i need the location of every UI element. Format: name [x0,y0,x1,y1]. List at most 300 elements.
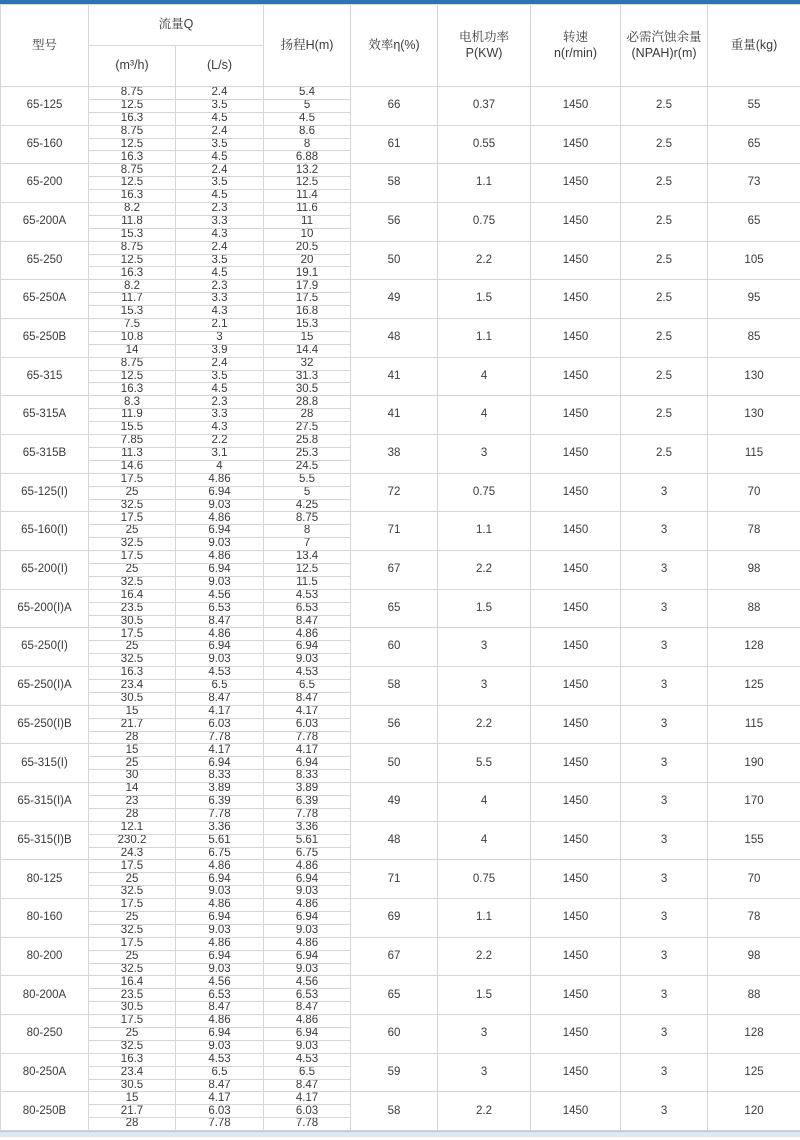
flow-ls-cell: 9.03 [176,886,264,899]
flow-ls-cell: 7.78 [176,731,264,744]
flow-ls-cell: 9.03 [176,499,264,512]
flow-ls-cell: 5.61 [176,834,264,847]
weight-cell: 65 [708,125,800,164]
flow-ls-cell: 6.75 [176,847,264,860]
flow-m3h-cell: 32.5 [89,924,176,937]
model-cell: 80-200A [1,976,89,1015]
npsh-cell: 3 [621,628,708,667]
efficiency-cell: 41 [351,357,438,396]
head-cell: 25.3 [264,447,351,460]
pump-spec-table [0,4,800,1131]
power-cell: 1.5 [438,976,531,1015]
speed-cell: 1450 [531,899,621,938]
header-speed-line1: 转速 [563,29,589,44]
npsh-cell: 3 [621,1015,708,1054]
flow-m3h-cell: 8.3 [89,396,176,409]
head-cell: 6.94 [264,950,351,963]
head-cell: 25.8 [264,435,351,448]
head-cell: 8 [264,525,351,538]
head-cell: 5.4 [264,87,351,100]
head-cell: 9.03 [264,886,351,899]
head-cell: 6.94 [264,1028,351,1041]
weight-cell: 120 [708,1092,800,1131]
header-head: 扬程H(m) [264,5,351,87]
head-cell: 12.5 [264,563,351,576]
speed-cell: 1450 [531,667,621,706]
flow-ls-cell: 6.5 [176,679,264,692]
flow-m3h-cell: 32.5 [89,886,176,899]
head-cell: 5.5 [264,473,351,486]
header-speed [531,5,621,87]
head-cell: 4.56 [264,976,351,989]
flow-ls-cell: 4.3 [176,422,264,435]
head-cell: 6.94 [264,641,351,654]
head-cell: 11 [264,215,351,228]
head-cell: 11.4 [264,190,351,203]
speed-cell: 1450 [531,512,621,551]
flow-m3h-cell: 23.5 [89,602,176,615]
flow-m3h-cell: 15 [89,1092,176,1105]
power-cell: 1.1 [438,512,531,551]
weight-cell: 130 [708,357,800,396]
model-cell: 65-250A [1,280,89,319]
flow-ls-cell: 4.3 [176,306,264,319]
flow-m3h-cell: 32.5 [89,1040,176,1053]
model-cell: 65-315A [1,396,89,435]
head-cell: 8.47 [264,1002,351,1015]
efficiency-cell: 38 [351,435,438,474]
head-cell: 4.17 [264,744,351,757]
header-npsh-line1: 必需汽蚀余量 [626,29,702,44]
flow-m3h-cell: 11.3 [89,447,176,460]
flow-ls-cell: 7.78 [176,1118,264,1131]
table-row [1,396,800,409]
weight-cell: 155 [708,821,800,860]
flow-ls-cell: 3 [176,331,264,344]
npsh-cell: 2.5 [621,435,708,474]
table-row [1,783,800,796]
efficiency-cell: 56 [351,203,438,242]
speed-cell: 1450 [531,241,621,280]
power-cell: 0.75 [438,473,531,512]
flow-m3h-cell: 17.5 [89,628,176,641]
head-cell: 8.47 [264,615,351,628]
weight-cell: 98 [708,937,800,976]
flow-ls-cell: 2.1 [176,319,264,332]
head-cell: 4.86 [264,628,351,641]
table-row-group [1,821,800,860]
speed-cell: 1450 [531,705,621,744]
flow-ls-cell: 8.47 [176,1079,264,1092]
flow-m3h-cell: 24.3 [89,847,176,860]
flow-m3h-cell: 25 [89,525,176,538]
head-cell: 7.78 [264,731,351,744]
efficiency-cell: 67 [351,937,438,976]
flow-m3h-cell: 28 [89,1118,176,1131]
model-cell: 65-250(I)A [1,667,89,706]
flow-ls-cell: 4.56 [176,976,264,989]
power-cell: 0.75 [438,860,531,899]
flow-ls-cell: 6.94 [176,1028,264,1041]
head-cell: 14.4 [264,344,351,357]
power-cell: 1.1 [438,899,531,938]
table-row [1,319,800,332]
flow-m3h-cell: 30.5 [89,615,176,628]
flow-ls-cell: 3.5 [176,99,264,112]
flow-m3h-cell: 230.2 [89,834,176,847]
flow-m3h-cell: 25 [89,486,176,499]
flow-m3h-cell: 14 [89,783,176,796]
power-cell: 1.5 [438,589,531,628]
model-cell: 80-160 [1,899,89,938]
flow-m3h-cell: 11.8 [89,215,176,228]
flow-ls-cell: 6.94 [176,641,264,654]
head-cell: 8.33 [264,770,351,783]
model-cell: 65-125(I) [1,473,89,512]
npsh-cell: 3 [621,551,708,590]
efficiency-cell: 61 [351,125,438,164]
efficiency-cell: 60 [351,1015,438,1054]
speed-cell: 1450 [531,1015,621,1054]
flow-m3h-cell: 23.4 [89,679,176,692]
flow-ls-cell: 4.3 [176,228,264,241]
flow-m3h-cell: 32.5 [89,576,176,589]
head-cell: 4.5 [264,112,351,125]
flow-ls-cell: 4.5 [176,383,264,396]
flow-m3h-cell: 30.5 [89,1002,176,1015]
head-cell: 7.78 [264,1118,351,1131]
efficiency-cell: 72 [351,473,438,512]
flow-ls-cell: 4.17 [176,744,264,757]
flow-m3h-cell: 15.3 [89,306,176,319]
table-row [1,937,800,950]
npsh-cell: 2.5 [621,241,708,280]
head-cell: 6.88 [264,151,351,164]
npsh-cell: 3 [621,899,708,938]
flow-m3h-cell: 25 [89,1028,176,1041]
head-cell: 4.86 [264,899,351,912]
weight-cell: 98 [708,551,800,590]
npsh-cell: 3 [621,473,708,512]
weight-cell: 130 [708,396,800,435]
power-cell: 2.2 [438,1092,531,1131]
flow-ls-cell: 6.39 [176,795,264,808]
head-cell: 6.5 [264,1066,351,1079]
table-row [1,357,800,370]
head-cell: 31.3 [264,370,351,383]
head-cell: 5 [264,486,351,499]
table-row-group [1,357,800,396]
flow-m3h-cell: 25 [89,912,176,925]
header-power-line2: P(KW) [465,45,503,60]
table-row-group [1,473,800,512]
speed-cell: 1450 [531,203,621,242]
header-power-line1: 电机功率 [459,29,510,44]
power-cell: 3 [438,435,531,474]
power-cell: 3 [438,1053,531,1092]
flow-m3h-cell: 25 [89,757,176,770]
head-cell: 6.94 [264,912,351,925]
table-row-group [1,976,800,1015]
speed-cell: 1450 [531,783,621,822]
flow-m3h-cell: 25 [89,641,176,654]
table-row-group [1,512,800,551]
header-model: 型号 [1,5,89,87]
npsh-cell: 3 [621,860,708,899]
flow-m3h-cell: 12.5 [89,99,176,112]
flow-ls-cell: 4.17 [176,705,264,718]
power-cell: 4 [438,396,531,435]
flow-m3h-cell: 8.2 [89,203,176,216]
model-cell: 80-200 [1,937,89,976]
flow-ls-cell: 3.5 [176,254,264,267]
head-cell: 6.03 [264,1105,351,1118]
bottom-bar [0,1131,800,1137]
efficiency-cell: 69 [351,899,438,938]
flow-m3h-cell: 17.5 [89,899,176,912]
flow-m3h-cell: 30.5 [89,692,176,705]
flow-m3h-cell: 14.6 [89,460,176,473]
flow-m3h-cell: 7.5 [89,319,176,332]
power-cell: 1.5 [438,280,531,319]
table-row-group [1,203,800,242]
flow-m3h-cell: 8.2 [89,280,176,293]
head-cell: 7.78 [264,808,351,821]
header-flow-m3h: (m³/h) [89,46,176,87]
speed-cell: 1450 [531,87,621,126]
head-cell: 6.75 [264,847,351,860]
table-row [1,744,800,757]
flow-ls-cell: 4.86 [176,628,264,641]
model-cell: 65-315(I)A [1,783,89,822]
efficiency-cell: 50 [351,744,438,783]
flow-ls-cell: 2.3 [176,396,264,409]
speed-cell: 1450 [531,551,621,590]
flow-m3h-cell: 12.5 [89,177,176,190]
weight-cell: 70 [708,473,800,512]
flow-m3h-cell: 12.5 [89,254,176,267]
table-row-group [1,589,800,628]
flow-m3h-cell: 17.5 [89,1015,176,1028]
model-cell: 65-200(I) [1,551,89,590]
power-cell: 1.1 [438,319,531,358]
npsh-cell: 3 [621,744,708,783]
weight-cell: 170 [708,783,800,822]
speed-cell: 1450 [531,937,621,976]
speed-cell: 1450 [531,396,621,435]
table-row [1,551,800,564]
flow-m3h-cell: 17.5 [89,473,176,486]
table-row [1,628,800,641]
table-row-group [1,667,800,706]
weight-cell: 70 [708,860,800,899]
npsh-cell: 3 [621,589,708,628]
npsh-cell: 3 [621,783,708,822]
head-cell: 7 [264,538,351,551]
flow-m3h-cell: 8.75 [89,87,176,100]
head-cell: 4.86 [264,1015,351,1028]
weight-cell: 78 [708,512,800,551]
npsh-cell: 2.5 [621,164,708,203]
table-row [1,705,800,718]
power-cell: 3 [438,667,531,706]
flow-m3h-cell: 32.5 [89,499,176,512]
flow-ls-cell: 3.3 [176,293,264,306]
power-cell: 2.2 [438,241,531,280]
table-row [1,203,800,216]
head-cell: 28 [264,409,351,422]
head-cell: 24.5 [264,460,351,473]
head-cell: 15.3 [264,319,351,332]
flow-ls-cell: 6.94 [176,912,264,925]
header-flow: 流量Q [89,5,264,46]
efficiency-cell: 66 [351,87,438,126]
table-row-group [1,1015,800,1054]
head-cell: 3.89 [264,783,351,796]
power-cell: 0.37 [438,87,531,126]
weight-cell: 190 [708,744,800,783]
power-cell: 4 [438,357,531,396]
head-cell: 10 [264,228,351,241]
table-row [1,473,800,486]
model-cell: 80-250 [1,1015,89,1054]
flow-ls-cell: 2.4 [176,164,264,177]
weight-cell: 128 [708,1015,800,1054]
flow-m3h-cell: 15.5 [89,422,176,435]
flow-ls-cell: 3.89 [176,783,264,796]
flow-ls-cell: 6.94 [176,486,264,499]
head-cell: 12.5 [264,177,351,190]
table-row [1,1053,800,1066]
flow-ls-cell: 9.03 [176,1040,264,1053]
flow-ls-cell: 4.86 [176,473,264,486]
head-cell: 4.53 [264,667,351,680]
table-row-group [1,280,800,319]
flow-m3h-cell: 17.5 [89,860,176,873]
flow-m3h-cell: 21.7 [89,1105,176,1118]
weight-cell: 115 [708,435,800,474]
model-cell: 65-200(I)A [1,589,89,628]
flow-m3h-cell: 32.5 [89,963,176,976]
head-cell: 9.03 [264,1040,351,1053]
head-cell: 6.94 [264,873,351,886]
table-row [1,164,800,177]
flow-m3h-cell: 11.9 [89,409,176,422]
flow-m3h-cell: 16.4 [89,976,176,989]
model-cell: 65-315(I) [1,744,89,783]
flow-ls-cell: 4.86 [176,899,264,912]
power-cell: 4 [438,821,531,860]
head-cell: 13.4 [264,551,351,564]
model-cell: 80-250A [1,1053,89,1092]
table-row-group [1,319,800,358]
speed-cell: 1450 [531,125,621,164]
weight-cell: 65 [708,203,800,242]
weight-cell: 105 [708,241,800,280]
head-cell: 20 [264,254,351,267]
flow-ls-cell: 2.2 [176,435,264,448]
flow-ls-cell: 6.94 [176,950,264,963]
flow-ls-cell: 3.5 [176,177,264,190]
npsh-cell: 3 [621,821,708,860]
speed-cell: 1450 [531,319,621,358]
model-cell: 65-125 [1,87,89,126]
flow-ls-cell: 6.03 [176,1105,264,1118]
flow-m3h-cell: 16.3 [89,267,176,280]
efficiency-cell: 58 [351,667,438,706]
head-cell: 4.86 [264,860,351,873]
npsh-cell: 3 [621,1092,708,1131]
weight-cell: 55 [708,87,800,126]
head-cell: 4.17 [264,705,351,718]
header-weight: 重量(kg) [708,5,800,87]
efficiency-cell: 65 [351,589,438,628]
table-row-group [1,937,800,976]
efficiency-cell: 56 [351,705,438,744]
table-row-group [1,705,800,744]
speed-cell: 1450 [531,821,621,860]
flow-m3h-cell: 28 [89,731,176,744]
table-row [1,87,800,100]
npsh-cell: 3 [621,705,708,744]
head-cell: 3.36 [264,821,351,834]
power-cell: 4 [438,783,531,822]
head-cell: 17.5 [264,293,351,306]
table-row-group [1,241,800,280]
table-row [1,1015,800,1028]
flow-m3h-cell: 8.75 [89,125,176,138]
flow-ls-cell: 6.94 [176,525,264,538]
flow-m3h-cell: 10.8 [89,331,176,344]
flow-m3h-cell: 25 [89,873,176,886]
flow-m3h-cell: 23.5 [89,989,176,1002]
npsh-cell: 2.5 [621,87,708,126]
model-cell: 65-315 [1,357,89,396]
efficiency-cell: 41 [351,396,438,435]
power-cell: 0.55 [438,125,531,164]
head-cell: 19.1 [264,267,351,280]
head-cell: 20.5 [264,241,351,254]
speed-cell: 1450 [531,1092,621,1131]
npsh-cell: 2.5 [621,357,708,396]
flow-ls-cell: 2.3 [176,203,264,216]
efficiency-cell: 49 [351,783,438,822]
flow-m3h-cell: 16.3 [89,190,176,203]
model-cell: 80-250B [1,1092,89,1131]
weight-cell: 88 [708,589,800,628]
flow-ls-cell: 4.5 [176,190,264,203]
flow-m3h-cell: 23.4 [89,1066,176,1079]
table-row [1,241,800,254]
flow-ls-cell: 9.03 [176,576,264,589]
header-power [438,5,531,87]
flow-m3h-cell: 8.75 [89,357,176,370]
weight-cell: 125 [708,667,800,706]
speed-cell: 1450 [531,473,621,512]
speed-cell: 1450 [531,1053,621,1092]
flow-ls-cell: 6.94 [176,873,264,886]
flow-ls-cell: 6.94 [176,757,264,770]
flow-ls-cell: 4.53 [176,1053,264,1066]
flow-ls-cell: 2.4 [176,241,264,254]
npsh-cell: 3 [621,512,708,551]
flow-ls-cell: 2.3 [176,280,264,293]
speed-cell: 1450 [531,628,621,667]
speed-cell: 1450 [531,164,621,203]
flow-m3h-cell: 32.5 [89,654,176,667]
npsh-cell: 2.5 [621,396,708,435]
speed-cell: 1450 [531,435,621,474]
